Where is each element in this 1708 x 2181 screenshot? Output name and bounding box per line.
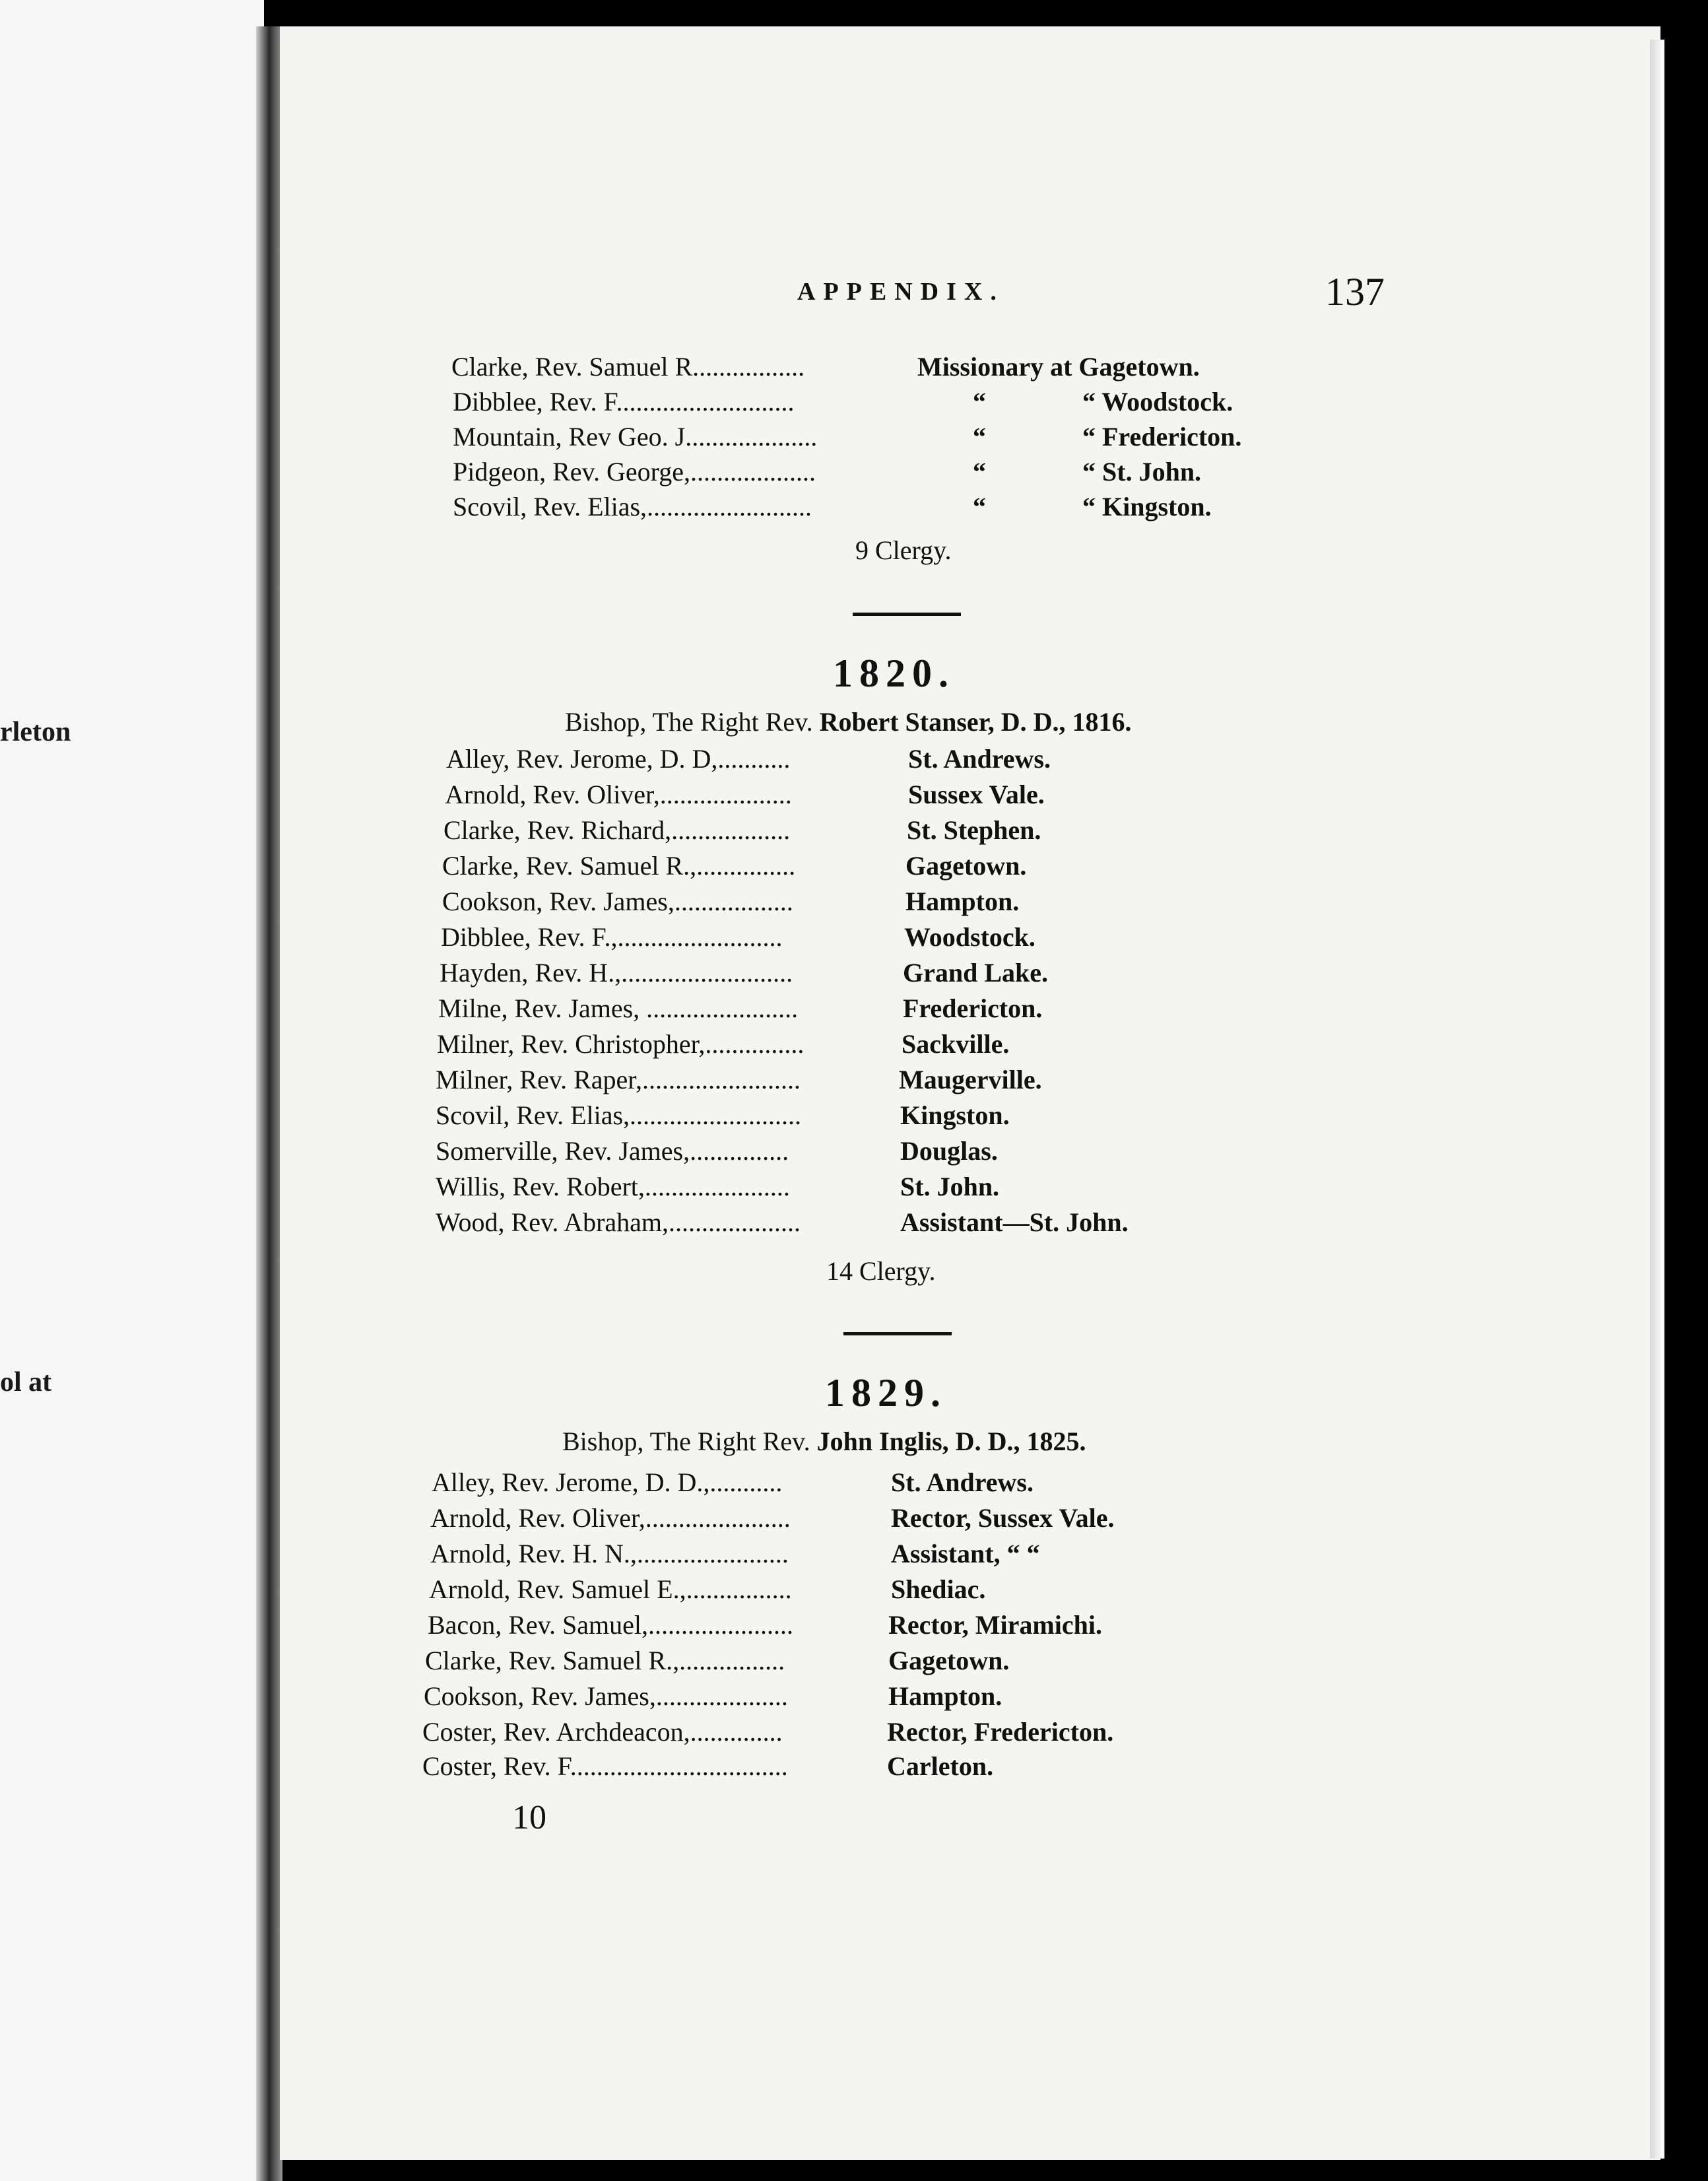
clergy-place: St. Andrews. xyxy=(891,1467,1034,1497)
ditto-mark: “ xyxy=(973,457,986,487)
ditto-mark: “ xyxy=(973,492,986,521)
clergy-name: Mountain, Rev Geo. J.................... xyxy=(453,422,818,452)
clergy-name: Alley, Rev. Jerome, D. D,........... xyxy=(446,744,791,774)
clergy-place: Missionary at Gagetown. xyxy=(917,352,1200,382)
clergy-name: Bacon, Rev. Samuel,...................... xyxy=(428,1610,794,1640)
clergy-place: Hampton. xyxy=(888,1681,1002,1711)
clergy-name: Clarke, Rev. Richard,.................. xyxy=(443,815,791,845)
clergy-name: Milne, Rev. James, ....................... xyxy=(438,993,799,1023)
clergy-name: Arnold, Rev. Oliver,.................... xyxy=(445,780,792,809)
clergy-place: Hampton. xyxy=(905,887,1020,916)
clergy-place: Sackville. xyxy=(902,1029,1010,1059)
clergy-place: St. Stephen. xyxy=(907,815,1041,845)
clergy-total: 14 Clergy. xyxy=(826,1256,936,1286)
clergy-name: Clarke, Rev. Samuel R.,................ xyxy=(425,1646,785,1675)
clergy-name: Clarke, Rev. Samuel R.,............... xyxy=(442,851,796,881)
page-number: 137 xyxy=(1325,270,1385,314)
clergy-place: St. John. xyxy=(900,1172,1000,1201)
bishop-name: Robert Stanser, D. D., 1816. xyxy=(819,707,1132,737)
clergy-name: Arnold, Rev. H. N.,....................... xyxy=(430,1539,789,1568)
clergy-place: Rector, Sussex Vale. xyxy=(891,1503,1115,1533)
page-edge xyxy=(1650,40,1664,2159)
clergy-name: Cookson, Rev. James,.................. xyxy=(442,887,793,916)
clergy-name: Arnold, Rev. Samuel E.,................ xyxy=(429,1574,792,1604)
clergy-place: Gagetown. xyxy=(888,1646,1010,1675)
ditto-mark: “ xyxy=(973,387,986,417)
clergy-name: Coster, Rev. F................................. xyxy=(422,1751,788,1781)
clergy-name: Dibblee, Rev. F.,......................... xyxy=(441,922,783,952)
clergy-place: Fredericton. xyxy=(903,993,1043,1023)
clergy-name: Dibblee, Rev. F........................... xyxy=(453,387,795,417)
clergy-name: Milner, Rev. Raper,........................ xyxy=(436,1065,801,1094)
bishop-line xyxy=(562,1426,1086,1457)
clergy-name: Arnold, Rev. Oliver,...................... xyxy=(430,1503,791,1533)
book-gutter xyxy=(256,26,282,2181)
left-page xyxy=(0,0,264,2181)
clergy-place: “ Woodstock. xyxy=(1082,387,1233,417)
section-divider xyxy=(843,1332,952,1335)
section-divider xyxy=(853,613,961,616)
clergy-place: Kingston. xyxy=(900,1100,1010,1130)
clergy-place: Sussex Vale. xyxy=(908,780,1045,809)
clergy-name: Milner, Rev. Christopher,............... xyxy=(437,1029,805,1059)
clergy-place: Douglas. xyxy=(900,1136,998,1166)
clergy-place: “ Kingston. xyxy=(1082,492,1212,521)
clergy-place: Assistant—St. John. xyxy=(900,1207,1129,1237)
clergy-name: Somerville, Rev. James,............... xyxy=(436,1136,789,1166)
clergy-place: Rector, Miramichi. xyxy=(888,1610,1102,1640)
clergy-name: Wood, Rev. Abraham,.................... xyxy=(436,1207,801,1237)
clergy-place: “ Fredericton. xyxy=(1082,422,1242,452)
ditto-mark: “ xyxy=(973,422,986,452)
section-year: 1829. xyxy=(825,1371,947,1415)
clergy-place: St. Andrews. xyxy=(908,744,1051,774)
bishop-line xyxy=(565,706,1132,737)
clergy-name: Coster, Rev. Archdeacon,.............. xyxy=(422,1717,783,1747)
running-head: APPENDIX. xyxy=(797,278,1004,306)
clergy-place: Carleton. xyxy=(887,1751,994,1781)
clergy-place: Grand Lake. xyxy=(903,958,1049,988)
clergy-name: Scovil, Rev. Elias,......................... xyxy=(453,492,812,521)
clergy-place: Assistant, “ “ xyxy=(891,1539,1040,1568)
left-fragment-2: ol at xyxy=(0,1367,52,1397)
bishop-prefix: Bishop, The Right Rev. xyxy=(562,1426,810,1456)
clergy-place: “ St. John. xyxy=(1082,457,1202,487)
clergy-name: Hayden, Rev. H.,.......................... xyxy=(440,958,793,988)
clergy-name: Clarke, Rev. Samuel R................. xyxy=(451,352,805,382)
clergy-place: Gagetown. xyxy=(905,851,1027,881)
bishop-prefix: Bishop, The Right Rev. xyxy=(565,707,813,737)
clergy-name: Cookson, Rev. James,.................... xyxy=(424,1681,788,1711)
clergy-place: Shediac. xyxy=(891,1574,986,1604)
clergy-name: Scovil, Rev. Elias,.......................... xyxy=(436,1100,802,1130)
clergy-total: 9 Clergy. xyxy=(855,535,952,565)
section-year: 1820. xyxy=(833,652,955,695)
left-fragment-1: rleton xyxy=(0,717,71,747)
signature-mark: 10 xyxy=(512,1799,546,1836)
clergy-name: Alley, Rev. Jerome, D. D.,........... xyxy=(432,1467,783,1497)
bishop-name: John Inglis, D. D., 1825. xyxy=(816,1426,1086,1456)
clergy-place: Woodstock. xyxy=(904,922,1035,952)
clergy-name: Pidgeon, Rev. George,................... xyxy=(453,457,816,487)
clergy-name: Willis, Rev. Robert,...................... xyxy=(436,1172,790,1201)
clergy-place: Rector, Fredericton. xyxy=(887,1717,1114,1747)
clergy-place: Maugerville. xyxy=(899,1065,1042,1094)
